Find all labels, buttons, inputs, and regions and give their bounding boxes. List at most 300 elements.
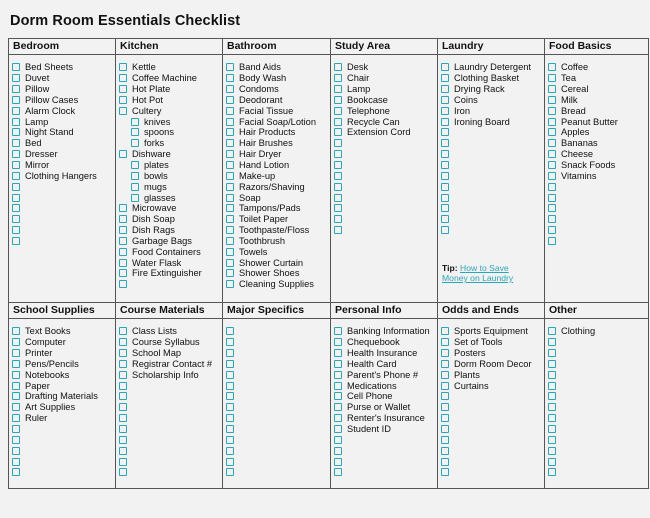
checkbox[interactable] [334, 204, 342, 212]
checkbox[interactable] [334, 327, 342, 335]
checkbox[interactable] [548, 436, 556, 444]
checkbox[interactable] [441, 371, 449, 379]
checklist-item [548, 62, 648, 73]
checklist-item-label: Text Books [25, 326, 71, 337]
checkbox[interactable] [548, 371, 556, 379]
checkbox[interactable] [12, 237, 20, 245]
checkbox[interactable] [119, 338, 127, 346]
checkbox[interactable] [548, 425, 556, 433]
checklist-item [226, 127, 330, 138]
checkbox[interactable] [226, 194, 234, 202]
checklist-item-label: Apples [561, 127, 590, 138]
checkbox[interactable] [226, 150, 234, 158]
checklist-item [548, 445, 648, 456]
checklist-item [548, 391, 648, 402]
checkbox[interactable] [548, 150, 556, 158]
checkbox[interactable] [334, 172, 342, 180]
checklist-item [548, 456, 648, 467]
category-heading: Personal Info [331, 303, 437, 319]
checklist-item [334, 402, 437, 413]
checkbox[interactable] [226, 118, 234, 126]
checklist-item [441, 73, 544, 84]
checkbox[interactable] [131, 128, 139, 136]
checkbox[interactable] [548, 447, 556, 455]
checkbox[interactable] [119, 226, 127, 234]
checkbox[interactable] [548, 215, 556, 223]
checklist-item [548, 402, 648, 413]
checkbox[interactable] [441, 172, 449, 180]
category-cell [9, 39, 116, 303]
category-cell [545, 39, 648, 303]
checkbox[interactable] [441, 74, 449, 82]
checkbox[interactable] [226, 403, 234, 411]
checkbox[interactable] [334, 371, 342, 379]
category-cell [438, 303, 545, 488]
checkbox[interactable] [12, 150, 20, 158]
checkbox[interactable] [12, 392, 20, 400]
checkbox[interactable] [119, 436, 127, 444]
checkbox[interactable] [226, 382, 234, 390]
checkbox[interactable] [441, 468, 449, 476]
checkbox[interactable] [226, 161, 234, 169]
checklist-item [334, 160, 437, 171]
checkbox[interactable] [12, 139, 20, 147]
checkbox[interactable] [131, 172, 139, 180]
checkbox[interactable] [441, 63, 449, 71]
checkbox[interactable] [226, 237, 234, 245]
checklist-item-label: Towels [239, 246, 268, 257]
checkbox[interactable] [548, 107, 556, 115]
checklist-item-label: Tea [561, 73, 576, 84]
checkbox[interactable] [548, 139, 556, 147]
checkbox[interactable] [131, 183, 139, 191]
category-heading: Study Area [331, 39, 437, 55]
checklist-item-label: Microwave [132, 203, 177, 214]
checklist-item-label: Lamp [347, 84, 371, 95]
checkbox[interactable] [441, 447, 449, 455]
checkbox[interactable] [12, 425, 20, 433]
checkbox[interactable] [334, 139, 342, 147]
checkbox[interactable] [548, 226, 556, 234]
checkbox[interactable] [12, 458, 20, 466]
checkbox[interactable] [441, 392, 449, 400]
checkbox[interactable] [131, 118, 139, 126]
checklist-item [441, 337, 544, 348]
checkbox[interactable] [12, 85, 20, 93]
checklist-item [334, 434, 437, 445]
checkbox[interactable] [441, 436, 449, 444]
checklist-item [334, 369, 437, 380]
checkbox[interactable] [334, 85, 342, 93]
checkbox[interactable] [119, 382, 127, 390]
checklist-item [548, 116, 648, 127]
checklist-item [226, 236, 330, 247]
checkbox[interactable] [441, 458, 449, 466]
checklist [438, 55, 544, 236]
checkbox[interactable] [12, 371, 20, 379]
checkbox[interactable] [119, 150, 127, 158]
checkbox[interactable] [334, 458, 342, 466]
checkbox[interactable] [119, 237, 127, 245]
checklist-item [226, 456, 330, 467]
checklist-item-label: Notebooks [25, 369, 70, 380]
checkbox[interactable] [441, 204, 449, 212]
checkbox[interactable] [334, 183, 342, 191]
checklist-item-label: Extension Cord [347, 127, 411, 138]
checklist-item [334, 445, 437, 456]
checkbox[interactable] [226, 280, 234, 288]
checkbox[interactable] [441, 349, 449, 357]
checklist-item [119, 192, 222, 203]
checkbox[interactable] [119, 107, 127, 115]
checkbox[interactable] [226, 269, 234, 277]
checkbox[interactable] [119, 371, 127, 379]
checklist-item-label: Hair Dryer [239, 149, 282, 160]
checklist-item [334, 424, 437, 435]
checklist-item-label: Chair [347, 73, 370, 84]
checkbox[interactable] [119, 215, 127, 223]
checkbox[interactable] [119, 204, 127, 212]
checklist-item [119, 424, 222, 435]
checklist-item [226, 413, 330, 424]
tip-label: Tip: [442, 263, 458, 273]
checklist-item [12, 181, 115, 192]
checkbox[interactable] [548, 74, 556, 82]
checkbox[interactable] [226, 414, 234, 422]
checklist-item [226, 116, 330, 127]
checklist-item [548, 434, 648, 445]
checklist-item [226, 424, 330, 435]
checklist-item-label: Lamp [25, 116, 49, 127]
checkbox[interactable] [226, 458, 234, 466]
checkbox[interactable] [548, 85, 556, 93]
checklist-item [226, 225, 330, 236]
checkbox[interactable] [12, 226, 20, 234]
checklist-item [119, 214, 222, 225]
checklist-item-label: Health Insurance [347, 348, 418, 359]
checkbox[interactable] [119, 259, 127, 267]
checklist-item [226, 257, 330, 268]
checkbox[interactable] [334, 150, 342, 158]
checklist-item [119, 467, 222, 478]
checklist-item-label: plates [144, 160, 169, 171]
checklist-item [441, 203, 544, 214]
checkbox[interactable] [12, 63, 20, 71]
checkbox[interactable] [548, 414, 556, 422]
checkbox[interactable] [334, 360, 342, 368]
checklist-item [548, 192, 648, 203]
checkbox[interactable] [12, 360, 20, 368]
checkbox[interactable] [119, 96, 127, 104]
checkbox[interactable] [548, 118, 556, 126]
checkbox[interactable] [226, 425, 234, 433]
checkbox[interactable] [334, 338, 342, 346]
checkbox[interactable] [334, 128, 342, 136]
checkbox[interactable] [334, 226, 342, 234]
checkbox[interactable] [548, 403, 556, 411]
checkbox[interactable] [119, 63, 127, 71]
checkbox[interactable] [226, 139, 234, 147]
checklist-item [12, 192, 115, 203]
checkbox[interactable] [441, 85, 449, 93]
checklist-item [334, 62, 437, 73]
checklist-item [119, 337, 222, 348]
checkbox[interactable] [334, 382, 342, 390]
checkbox[interactable] [226, 349, 234, 357]
checklist-item [119, 225, 222, 236]
checkbox[interactable] [226, 468, 234, 476]
checklist-item-label: Sports Equipment [454, 326, 528, 337]
checkbox[interactable] [226, 183, 234, 191]
checkbox[interactable] [12, 107, 20, 115]
checkbox[interactable] [119, 280, 127, 288]
checkbox[interactable] [226, 436, 234, 444]
checklist-item [334, 359, 437, 370]
checklist-item [226, 337, 330, 348]
checkbox[interactable] [12, 403, 20, 411]
checklist-item [334, 105, 437, 116]
checkbox[interactable] [12, 172, 20, 180]
checkbox[interactable] [226, 338, 234, 346]
checklist-item [12, 95, 115, 106]
checkbox[interactable] [12, 96, 20, 104]
checkbox[interactable] [441, 360, 449, 368]
checkbox[interactable] [119, 74, 127, 82]
checklist-item-label: Hair Brushes [239, 138, 293, 149]
checkbox[interactable] [12, 327, 20, 335]
checkbox[interactable] [441, 128, 449, 136]
checklist-item-label: Deodorant [239, 94, 283, 105]
checkbox[interactable] [334, 447, 342, 455]
checkbox[interactable] [441, 327, 449, 335]
checklist-item [441, 391, 544, 402]
checkbox[interactable] [12, 161, 20, 169]
checkbox[interactable] [548, 349, 556, 357]
checkbox[interactable] [548, 360, 556, 368]
checklist-item-label: Pillow [25, 84, 50, 95]
checkbox[interactable] [334, 96, 342, 104]
checkbox[interactable] [12, 215, 20, 223]
checkbox[interactable] [12, 382, 20, 390]
checklist-item [548, 214, 648, 225]
checkbox[interactable] [119, 269, 127, 277]
checkbox[interactable] [226, 172, 234, 180]
checkbox[interactable] [441, 425, 449, 433]
checklist-item [548, 170, 648, 181]
checkbox[interactable] [441, 150, 449, 158]
checkbox[interactable] [441, 338, 449, 346]
checkbox[interactable] [441, 107, 449, 115]
checkbox[interactable] [548, 338, 556, 346]
checkbox[interactable] [548, 161, 556, 169]
checkbox[interactable] [334, 392, 342, 400]
checkbox[interactable] [334, 414, 342, 422]
checklist-item-label: Toilet Paper [239, 214, 289, 225]
checkbox[interactable] [334, 74, 342, 82]
checkbox[interactable] [334, 349, 342, 357]
checkbox[interactable] [119, 392, 127, 400]
checklist-item [548, 467, 648, 478]
checkbox[interactable] [119, 360, 127, 368]
checklist-item-label: Paper [25, 380, 50, 391]
checklist-item-label: Pens/Pencils [25, 358, 79, 369]
checkbox[interactable] [12, 74, 20, 82]
checkbox[interactable] [548, 327, 556, 335]
tip-link[interactable]: How to Save [459, 263, 509, 273]
checklist-item [548, 149, 648, 160]
checklist-item-label: Scholarship Info [132, 369, 199, 380]
checklist-item-label: Bed Sheets [25, 62, 74, 73]
checklist [9, 319, 115, 478]
checklist-item [119, 257, 222, 268]
checkbox[interactable] [12, 204, 20, 212]
checkbox[interactable] [12, 183, 20, 191]
checkbox[interactable] [334, 118, 342, 126]
checklist-item [334, 348, 437, 359]
category-cell [223, 39, 331, 303]
checkbox[interactable] [119, 468, 127, 476]
checkbox[interactable] [226, 85, 234, 93]
checkbox[interactable] [12, 447, 20, 455]
tip-link[interactable]: Money on Laundry [442, 273, 514, 283]
checkbox[interactable] [119, 85, 127, 93]
checkbox[interactable] [334, 107, 342, 115]
checklist-item [12, 391, 115, 402]
checkbox[interactable] [119, 447, 127, 455]
checklist-item-label: Mirror [25, 160, 50, 171]
checkbox[interactable] [226, 447, 234, 455]
checkbox[interactable] [334, 403, 342, 411]
checkbox[interactable] [12, 194, 20, 202]
checklist-item-label: Facial Soap/Lotion [239, 116, 317, 127]
checkbox[interactable] [441, 414, 449, 422]
checkbox[interactable] [226, 360, 234, 368]
checklist-grid [8, 38, 649, 489]
checklist-item-label: Clothing Basket [454, 73, 520, 84]
checklist-item [334, 456, 437, 467]
checklist-item [226, 84, 330, 95]
checkbox[interactable] [548, 194, 556, 202]
checkbox[interactable] [334, 194, 342, 202]
checkbox[interactable] [441, 382, 449, 390]
checkbox[interactable] [131, 194, 139, 202]
checkbox[interactable] [334, 425, 342, 433]
checkbox[interactable] [226, 63, 234, 71]
checkbox[interactable] [441, 161, 449, 169]
category-heading: Kitchen [116, 39, 222, 55]
checkbox[interactable] [441, 215, 449, 223]
checklist-item-label: Computer [25, 337, 66, 348]
checklist-item [12, 127, 115, 138]
checkbox[interactable] [119, 425, 127, 433]
checklist-item [548, 127, 648, 138]
page-title: Dorm Room Essentials Checklist [10, 13, 241, 29]
checklist-item [548, 138, 648, 149]
checkbox[interactable] [334, 161, 342, 169]
checkbox[interactable] [119, 458, 127, 466]
checklist-item-label: Hot Plate [132, 84, 171, 95]
checkbox[interactable] [12, 414, 20, 422]
checklist-item [548, 225, 648, 236]
checkbox[interactable] [226, 371, 234, 379]
checkbox[interactable] [334, 468, 342, 476]
checkbox[interactable] [548, 128, 556, 136]
checkbox[interactable] [12, 468, 20, 476]
checkbox[interactable] [548, 458, 556, 466]
checkbox[interactable] [12, 349, 20, 357]
checkbox[interactable] [226, 215, 234, 223]
checkbox[interactable] [119, 414, 127, 422]
checkbox[interactable] [548, 172, 556, 180]
checkbox[interactable] [548, 63, 556, 71]
checkbox[interactable] [548, 204, 556, 212]
checkbox[interactable] [441, 226, 449, 234]
checkbox[interactable] [12, 118, 20, 126]
checklist-item [119, 359, 222, 370]
checkbox[interactable] [131, 139, 139, 147]
checkbox[interactable] [548, 96, 556, 104]
checkbox[interactable] [226, 128, 234, 136]
checkbox[interactable] [119, 248, 127, 256]
checklist-item [334, 326, 437, 337]
checkbox[interactable] [441, 194, 449, 202]
checklist-item-label: Shower Shoes [239, 268, 300, 279]
checklist-item [12, 337, 115, 348]
category-heading: Major Specifics [223, 303, 330, 319]
checkbox[interactable] [119, 349, 127, 357]
checkbox[interactable] [226, 259, 234, 267]
category-heading: Other [545, 303, 648, 319]
checkbox[interactable] [226, 74, 234, 82]
checkbox[interactable] [12, 436, 20, 444]
checklist-item-label: Posters [454, 348, 486, 359]
checkbox[interactable] [334, 63, 342, 71]
checkbox[interactable] [441, 403, 449, 411]
checkbox[interactable] [441, 139, 449, 147]
checkbox[interactable] [12, 128, 20, 136]
checkbox[interactable] [226, 204, 234, 212]
checkbox[interactable] [226, 327, 234, 335]
checkbox[interactable] [548, 468, 556, 476]
checkbox[interactable] [441, 183, 449, 191]
checkbox[interactable] [334, 215, 342, 223]
checkbox[interactable] [548, 183, 556, 191]
checklist-item-label: Razors/Shaving [239, 181, 305, 192]
checklist-item [441, 326, 544, 337]
checkbox[interactable] [548, 237, 556, 245]
checklist-item [441, 62, 544, 73]
checkbox[interactable] [441, 118, 449, 126]
checkbox[interactable] [226, 226, 234, 234]
checkbox[interactable] [548, 392, 556, 400]
checklist-item [119, 236, 222, 247]
checkbox[interactable] [226, 248, 234, 256]
checklist-item [441, 214, 544, 225]
checkbox[interactable] [12, 338, 20, 346]
checkbox[interactable] [119, 327, 127, 335]
checkbox[interactable] [441, 96, 449, 104]
checklist-item-label: Facial Tissue [239, 105, 294, 116]
checkbox[interactable] [226, 107, 234, 115]
checkbox[interactable] [119, 403, 127, 411]
checklist-item-label: Hand Lotion [239, 160, 290, 171]
checkbox[interactable] [334, 436, 342, 444]
checkbox[interactable] [226, 96, 234, 104]
checkbox[interactable] [226, 392, 234, 400]
checkbox[interactable] [548, 382, 556, 390]
checklist-item-label: Renter's Insurance [347, 413, 425, 424]
checkbox[interactable] [131, 161, 139, 169]
